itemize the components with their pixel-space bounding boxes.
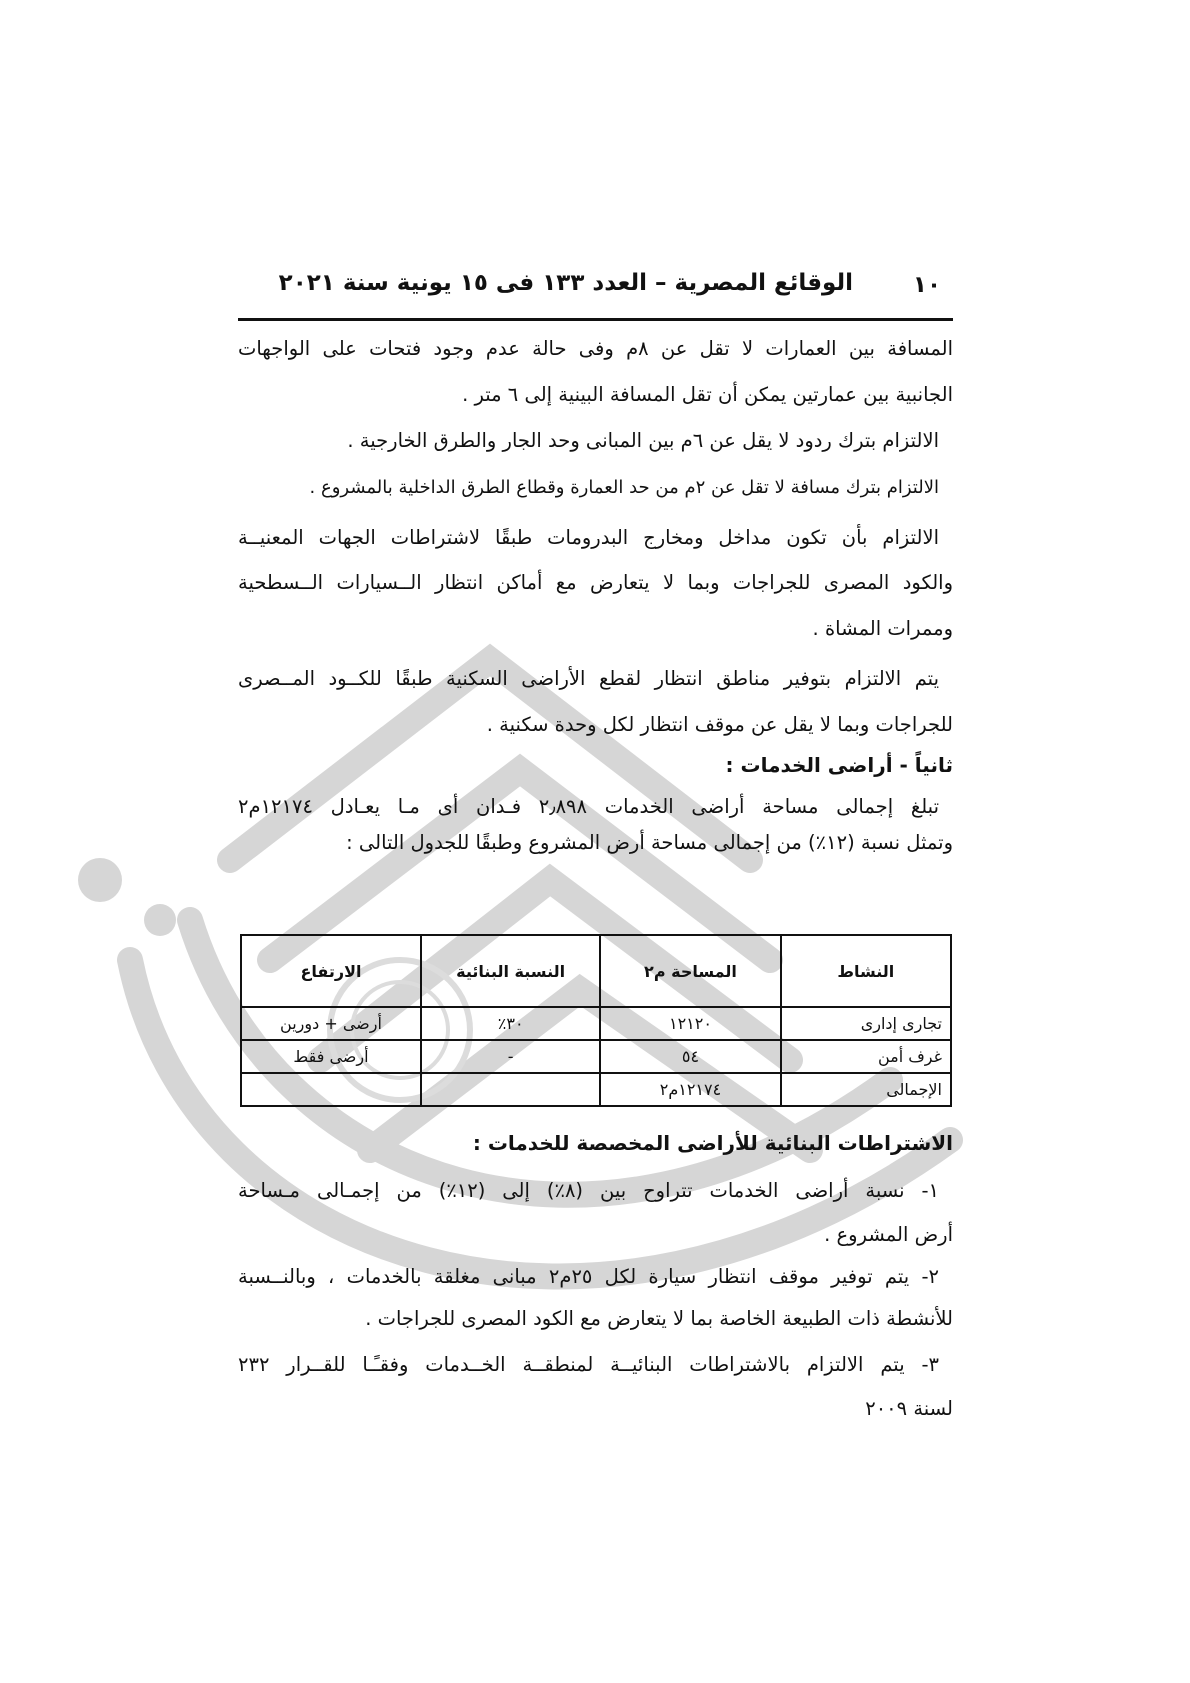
- paragraph-line: والكود المصرى للجراجات وبما لا يتعارض مع أماكن انتظار الــسيارات الــسطحية: [238, 571, 953, 594]
- paragraph-line: المسافة بين العمارات لا تقل عن ٨م وفى حالة عدم وجود فتحات على الواجهات: [238, 337, 953, 360]
- paragraph-line: للجراجات وبما لا يقل عن موقف انتظار لكل وحدة سكنية .: [486, 713, 953, 736]
- paragraph-line: الالتزام بترك ردود لا يقل عن ٦م بين المبانى وحد الجار والطرق الخارجية .: [347, 429, 939, 452]
- table-row: [241, 1007, 951, 1040]
- condition-line: ١- نسبة أراضى الخدمات تتراوح بين (٨٪) إلى (١٢٪) من إجمـالى مـساحة: [238, 1179, 939, 1202]
- table-cell: [241, 1073, 421, 1106]
- paragraph-line: وممرات المشاة .: [812, 617, 953, 640]
- table-header-row: [241, 935, 951, 1007]
- paragraph-line: الالتزام بأن تكون مداخل ومخارج البدرومات طبقًا لاشتراطات الجهات المعنيــة: [238, 526, 939, 549]
- section-heading: ثانياً - أراضى الخدمات :: [725, 753, 953, 777]
- table-cell: ١٢١٢٠: [600, 1007, 780, 1040]
- paragraph-line: الالتزام بترك مسافة لا تقل عن ٢م من حد العمارة وقطاع الطرق الداخلية بالمشروع .: [309, 477, 939, 498]
- paragraph-line: الجانبية بين عمارتين يمكن أن تقل المسافة البينية إلى ٦ متر .: [462, 383, 953, 406]
- table-cell: ١٢١٧٤م٢: [600, 1073, 780, 1106]
- condition-line: ٣- يتم الالتزام بالاشتراطات البنائيــة لمنطقــة الخــدمات وفقـًـا للقــرار ٢٣٢: [238, 1353, 939, 1376]
- table-row: [241, 1040, 951, 1073]
- table-cell: [421, 1073, 600, 1106]
- table-cell: غرف أمن: [781, 1040, 951, 1073]
- section-intro-line: تبلغ إجمالى مساحة أراضى الخدمات ٢٫٨٩٨ فـدان أى مـا يعـادل ١٢١٧٤م٢: [238, 795, 939, 818]
- condition-line: أرض المشروع .: [824, 1223, 953, 1246]
- table-cell: تجارى إدارى: [781, 1007, 951, 1040]
- table-cell: ٣٠٪: [421, 1007, 600, 1040]
- services-land-table: [240, 934, 952, 1107]
- column-header: الارتفاع: [241, 935, 421, 1007]
- page-header: [238, 266, 953, 310]
- paragraph-line: يتم الالتزام بتوفير مناطق انتظار لقطع الأراضى السكنية طبقًا للكــود المــصرى: [238, 667, 939, 690]
- conditions-heading: الاشتراطات البنائية للأراضى المخصصة للخدمات :: [472, 1131, 953, 1155]
- section-intro-line: وتمثل نسبة (١٢٪) من إجمالى مساحة أرض المشروع وطبقًا للجدول التالى :: [346, 831, 953, 854]
- table-cell: أرضى فقط: [241, 1040, 421, 1073]
- header-divider: [238, 318, 953, 321]
- condition-line: لسنة ٢٠٠٩: [865, 1397, 953, 1420]
- table-row: [241, 1073, 951, 1106]
- table-cell: ٥٤: [600, 1040, 780, 1073]
- gazette-title: الوقائع المصرية – العدد ١٣٣ فى ١٥ يونية سنة ٢٠٢١: [278, 270, 853, 296]
- condition-line: ٢- يتم توفير موقف انتظار سيارة لكل ٢٥م٢ مبانى مغلقة بالخدمات ، وبالنــسبة: [238, 1265, 939, 1288]
- column-header: النشاط: [781, 935, 951, 1007]
- table-cell: الإجمالى: [781, 1073, 951, 1106]
- column-header: المساحة م٢: [600, 935, 780, 1007]
- page-number: ١٠: [912, 272, 941, 298]
- table-cell: أرضى + دورين: [241, 1007, 421, 1040]
- condition-line: للأنشطة ذات الطبيعة الخاصة بما لا يتعارض مع الكود المصرى للجراجات .: [365, 1307, 953, 1330]
- table-cell: -: [421, 1040, 600, 1073]
- column-header: النسبة البنائية: [421, 935, 600, 1007]
